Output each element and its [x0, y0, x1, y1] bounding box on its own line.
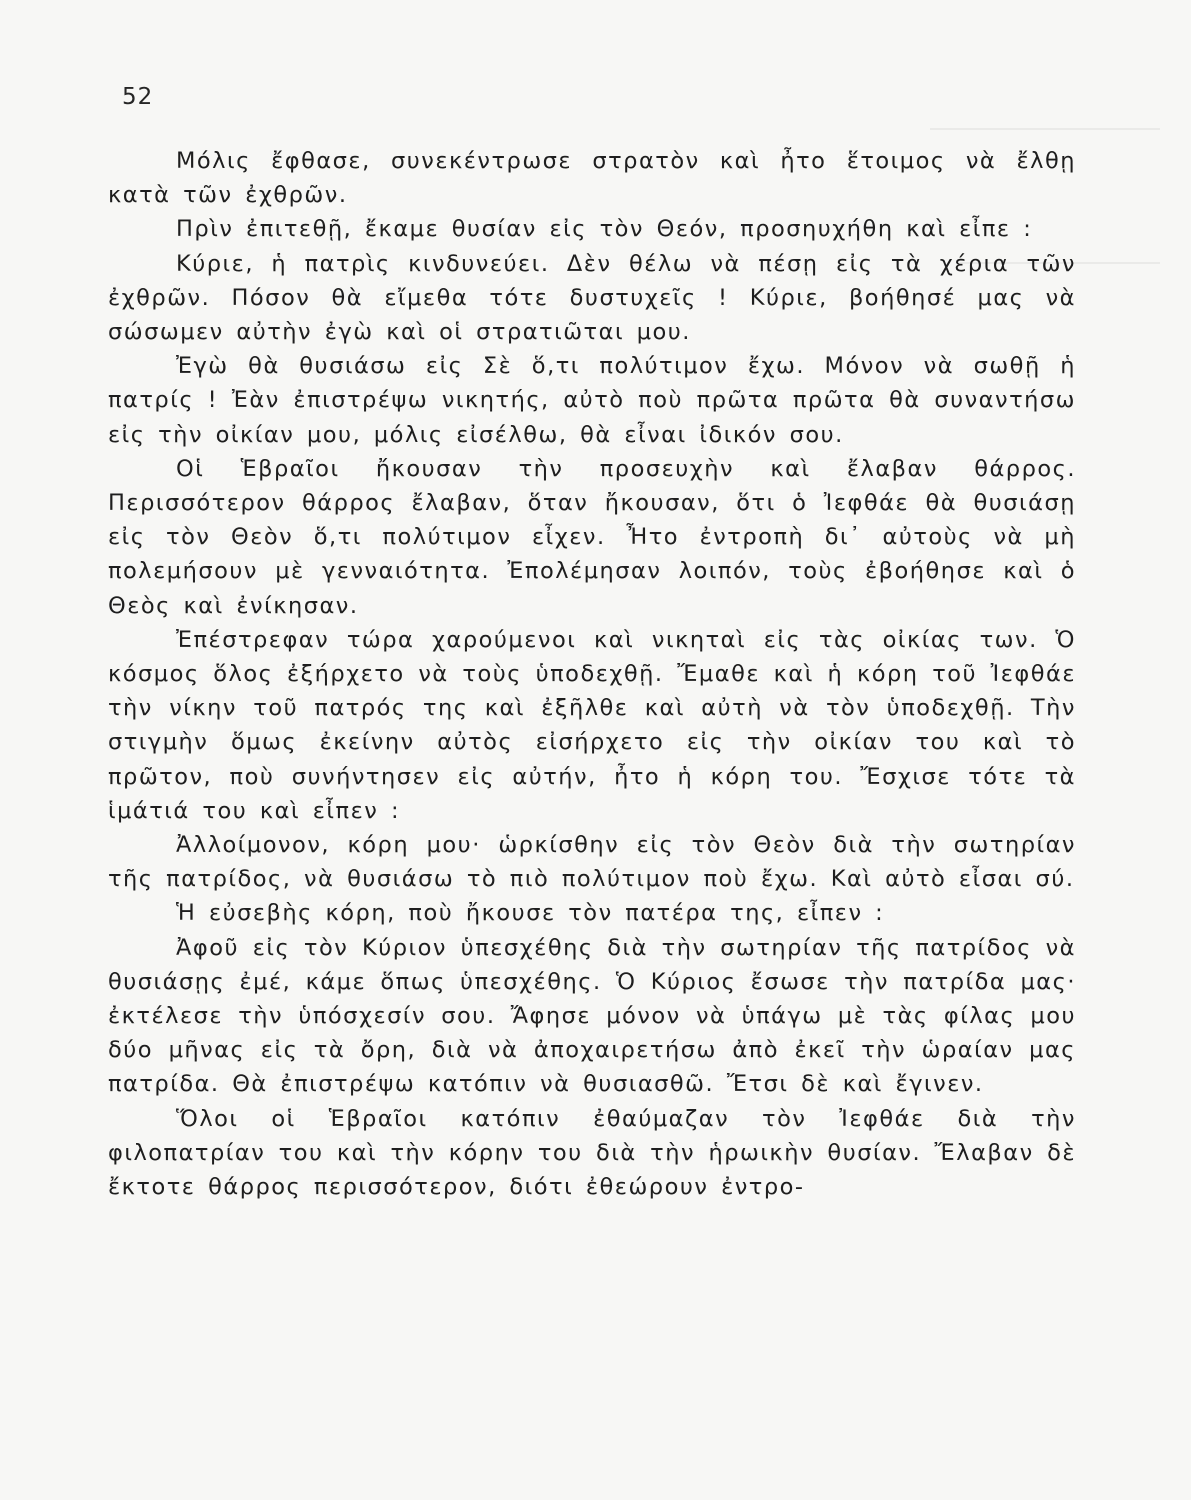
paragraph: Πρὶν ἐπιτεθῇ, ἔκαμε θυσίαν εἰς τὸν Θεόν, προσηυχήθη καὶ εἶπε : — [176, 216, 1033, 243]
bleed-through-mark — [930, 128, 1160, 130]
page-number: 52 — [122, 84, 154, 110]
paragraph: Ἀφοῦ εἰς τὸν Κύριον ὑπεσχέθης διὰ τὴν σωτηρίαν τῆς πατρίδος νὰ θυσιάσῃς ἐμέ, κάμε ὅπως ὑπεσχέθης. Ὁ Κύριος ἔσωσε τὴν πατρίδα μας· ἐκτέλεσε τὴν ὑπόσχεσίν σου. Ἄφησε μόνον νὰ ὑπάγω μὲ τὰς φίλας μου δύο μῆνας εἰς τὰ ὄρη, διὰ νὰ ἀποχαιρετήσω ἀπὸ ἐκεῖ τὴν ὡραίαν μας πατρίδα. Θὰ ἐπιστρέψω κατόπιν νὰ θυσιασθῶ. Ἔτσι δὲ καὶ ἔγινεν. — [108, 934, 1076, 1098]
paragraph: Μόλις ἔφθασε, συνεκέντρωσε στρατὸν καὶ ἦτο ἕτοιμος νὰ ἔλθῃ κατὰ τῶν ἐχθρῶν. — [108, 148, 1076, 209]
paragraph: Ἡ εὐσεβὴς κόρη, ποὺ ἤκουσε τὸν πατέρα της, εἶπεν : — [176, 900, 885, 927]
paragraph: Οἱ Ἑβραῖοι ἤκουσαν τὴν προσευχὴν καὶ ἔλαβαν θάρρος. Περισσότερον θάρρος ἔλαβαν, ὅταν ἤκουσαν, ὅτι ὁ Ἰεφθάε θὰ θυσιάσῃ εἰς τὸν Θεὸν ὅ,τι πολύτιμον εἶχεν. Ἦτο ἐντροπὴ δι᾽ αὐτοὺς νὰ μὴ πολεμήσουν μὲ γενναιότητα. Ἐπολέμησαν λοιπόν, τοὺς ἐβοήθησε καὶ ὁ Θεὸς καὶ ἐνίκησαν. — [108, 455, 1076, 619]
paragraph: Ἐγὼ θὰ θυσιάσω εἰς Σὲ ὅ,τι πολύτιμον ἔχω. Μόνον νὰ σωθῇ ἡ πατρίς ! Ἐὰν ἐπιστρέψω νικητής, αὐτὸ ποὺ πρῶτα πρῶτα θὰ συναντήσω εἰς τὴν οἰκίαν μου, μόλις εἰσέλθω, θὰ εἶναι ἰδικόν σου. — [108, 353, 1076, 448]
paragraph: Κύριε, ἡ πατρὶς κινδυνεύει. Δὲν θέλω νὰ πέσῃ εἰς τὰ χέρια τῶν ἐχθρῶν. Πόσον θὰ εἴμεθα τότε δυστυχεῖς ! Κύριε, βοήθησέ μας νὰ σώσωμεν αὐτὴν ἐγὼ καὶ οἱ στρατιῶται μου. — [108, 250, 1076, 346]
paragraph: Ὅλοι οἱ Ἑβραῖοι κατόπιν ἐθαύμαζαν τὸν Ἰεφθάε διὰ τὴν φιλοπατρίαν του καὶ τὴν κόρην του διὰ τὴν ἡρωικὴν θυσίαν. Ἔλαβαν δὲ ἔκτοτε θάρρος περισσότερον, διότι ἐθεώρουν ἐντρο- — [108, 1105, 1076, 1201]
paragraph: Ἐπέστρεφαν τώρα χαρούμενοι καὶ νικηταὶ εἰς τὰς οἰκίας των. Ὁ κόσμος ὅλος ἐξήρχετο νὰ τοὺς ὑποδεχθῇ. Ἔμαθε καὶ ἡ κόρη τοῦ Ἰεφθάε τὴν νίκην τοῦ πατρός της καὶ ἐξῆλθε καὶ αὐτὴ νὰ τὸν ὑποδεχθῇ. Τὴν στιγμὴν ὅμως ἐκείνην αὐτὸς εἰσήρχετο εἰς τὴν οἰκίαν του καὶ τὸ πρῶτον, ποὺ συνήντησεν εἰς αὐτήν, ἦτο ἡ κόρη του. Ἔσχισε τότε τὰ ἱμάτιά του καὶ εἶπεν : — [108, 626, 1076, 824]
body-text — [108, 144, 1076, 1204]
paragraph: Ἀλλοίμονον, κόρη μου· ὡρκίσθην εἰς τὸν Θεὸν διὰ τὴν σωτηρίαν τῆς πατρίδος, νὰ θυσιάσω τὸ πιὸ πολύτιμον ποὺ ἔχω. Καὶ αὐτὸ εἶσαι σύ. — [108, 832, 1076, 893]
